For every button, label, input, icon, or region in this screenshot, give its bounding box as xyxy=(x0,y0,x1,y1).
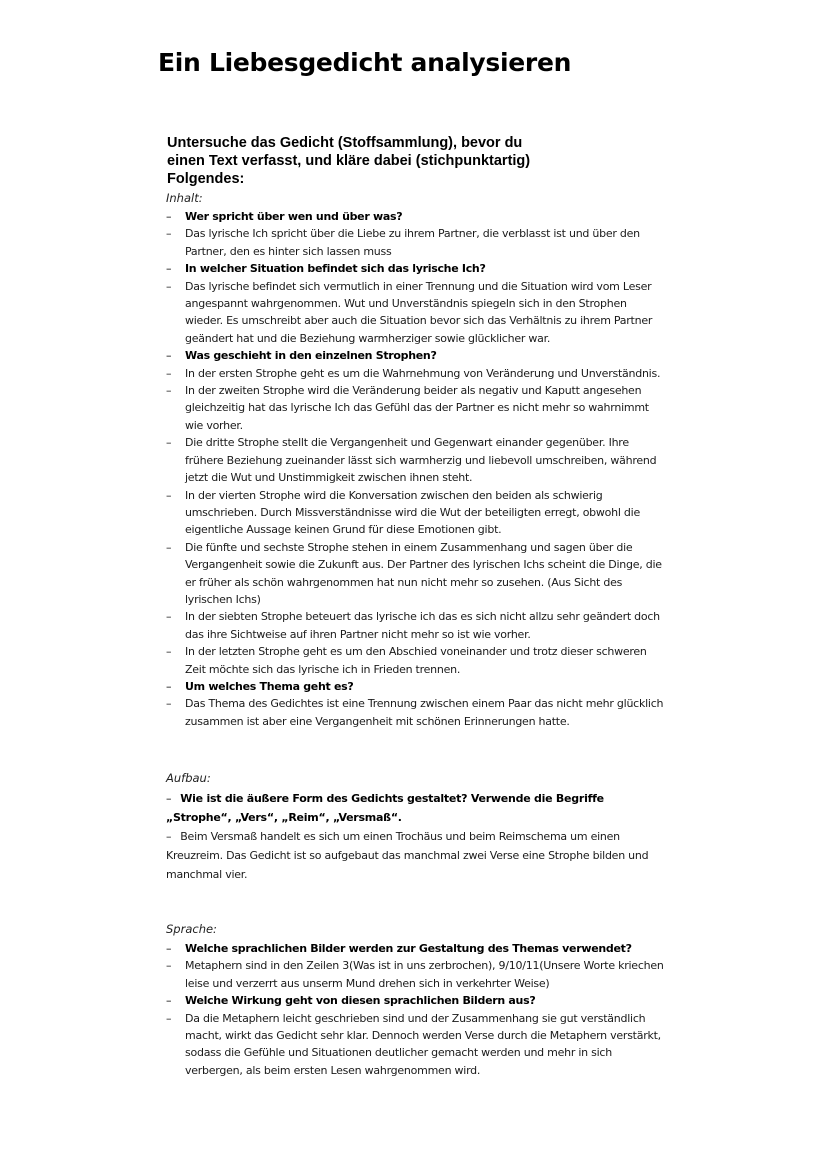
answer-item: – In der ersten Strophe geht es um die Wahrnehmung von Veränderung und Unverständnis. xyxy=(166,365,666,382)
dash-bullet: – xyxy=(166,488,172,502)
section-label-aufbau: Aufbau: xyxy=(166,771,211,785)
dash-bullet: – xyxy=(166,349,172,363)
answer-item: – In der zweiten Strophe wird die Veränderung beider als negativ und Kaputt angesehen gleichzeitig hat das lyrische Ich das Gefühl das der Partner es nicht mehr so wahrnimmt wie vorher. xyxy=(166,384,649,432)
answer-item: – Das Thema des Gedichtes ist eine Trennung zwischen einem Paar das nicht mehr glücklich zusammen ist aber eine Vergangenheit mit schönen Erinnerungen hatte. xyxy=(166,697,664,728)
dash-bullet: – xyxy=(166,830,172,843)
dash-bullet: – xyxy=(166,697,172,711)
answer-item: – Die fünfte und sechste Strophe stehen in einem Zusammenhang und sagen über die Vergangenheit sowie die Zukunft aus. Der Partner des lyrischen Ichs scheint die Dinge, die er früher als schön wahrgenommen hat nun nicht mehr so zusehen. (Aus Sicht des lyrischen Ichs) xyxy=(166,540,662,606)
aufbau-answer: – Beim Versmaß handelt es sich um einen Trochäus und beim Reimschema um einen Kreuzreim. Das Gedicht ist so aufgebaut das manchmal zwei Verse eine Strophe bilden und manchmal vier. xyxy=(166,830,649,881)
section-label-inhalt: Inhalt: xyxy=(166,191,203,205)
question-item: – Welche sprachlichen Bilder werden zur Gestaltung des Themas verwendet? xyxy=(166,940,666,957)
dash-bullet: – xyxy=(166,959,172,973)
aufbau-question: – Wie ist die äußere Form des Gedichts gestaltet? Verwende die Begriffe „Strophe“, „Vers“, „Reim“, „Versmaß“. xyxy=(166,792,604,824)
sprache-list xyxy=(166,940,666,1079)
question-item: – In welcher Situation befindet sich das lyrische Ich? xyxy=(166,260,666,277)
dash-bullet: – xyxy=(166,540,172,554)
dash-bullet: – xyxy=(166,610,172,624)
question-item: – Welche Wirkung geht von diesen sprachlichen Bildern aus? xyxy=(166,992,666,1009)
dash-bullet: – xyxy=(166,262,172,276)
dash-bullet: – xyxy=(166,942,172,955)
answer-item: – Da die Metaphern leicht geschrieben sind und der Zusammenhang sie gut verständlich macht, wirkt das Gedicht sehr klar. Dennoch werden Verse durch die Metaphern verstärkt, sodass die Gefühle und Situationen deutlicher gemacht werden und mehr in sich verbergen, als beim ersten Lesen wahrgenommen wird. xyxy=(166,1011,661,1077)
answer-item: – Die dritte Strophe stellt die Vergangenheit und Gegenwart einander gegenüber. Ihre frühere Beziehung zueinander lässt sich warmherzig und liebevoll umschreiben, während jetzt die Wut und Unstimmigkeit zwischen ihnen steht. xyxy=(166,436,657,485)
task-instruction: Untersuche das Gedicht (Stoffsammlung), bevor du einen Text verfasst, und kläre dabei (stichpunktartig) Folgendes: xyxy=(167,135,531,187)
dash-bullet: – xyxy=(166,279,172,293)
answer-item: – Das lyrische Ich spricht über die Liebe zu ihrem Partner, die verblasst ist und über den Partner, den es hinter sich lassen muss xyxy=(166,227,640,258)
page-title: Ein Liebesgedicht analysieren xyxy=(158,48,572,77)
dash-bullet: – xyxy=(166,645,172,659)
question-item: – Was geschieht in den einzelnen Strophen? xyxy=(166,347,666,364)
dash-bullet: – xyxy=(166,994,172,1008)
answer-item: – Das lyrische befindet sich vermutlich in einer Trennung und die Situation wird vom Leser angespannt wahrgenommen. Wut und Unverständnis spiegeln sich in den Strophen wieder. Es umschreibt aber auch die Situation bevor sich das Verhältnis zu ihrem Partner geändert hat und die Beziehung warmherziger sowie glücklicher war. xyxy=(166,279,653,345)
dash-bullet: – xyxy=(166,436,172,450)
section-label-sprache: Sprache: xyxy=(166,922,217,936)
dash-bullet: – xyxy=(166,1011,172,1025)
answer-item: – In der letzten Strophe geht es um den Abschied voneinander und trotz dieser schweren Zeit möchte sich das lyrische ich in Frieden trennen. xyxy=(166,645,647,676)
dash-bullet: – xyxy=(166,227,172,241)
answer-item: – In der vierten Strophe wird die Konversation zwischen den beiden als schwierig umschrieben. Durch Missverständnisse wird die Wut der beteiligten erregt, obwohl die eigentliche Aussage keinen Grund für diese Emotionen gibt. xyxy=(166,488,640,537)
inhalt-list xyxy=(166,208,666,730)
dash-bullet: – xyxy=(166,210,172,223)
answer-item: – In der siebten Strophe beteuert das lyrische ich das es sich nicht allzu sehr geändert doch das ihre Sichtweise auf ihren Partner nicht mehr so ist wie vorher. xyxy=(166,610,660,641)
dash-bullet: – xyxy=(166,792,172,805)
dash-bullet: – xyxy=(166,366,172,380)
answer-item: – Metaphern sind in den Zeilen 3(Was ist in uns zerbrochen), 9/10/11(Unsere Worte kriechen leise und verzerrt aus unserm Mund drehen sich in verkehrter Weise) xyxy=(166,959,664,990)
question-item: – Wer spricht über wen und über was? xyxy=(166,208,666,225)
dash-bullet: – xyxy=(166,384,172,398)
dash-bullet: – xyxy=(166,679,172,693)
question-item: – Um welches Thema geht es? xyxy=(166,678,666,695)
